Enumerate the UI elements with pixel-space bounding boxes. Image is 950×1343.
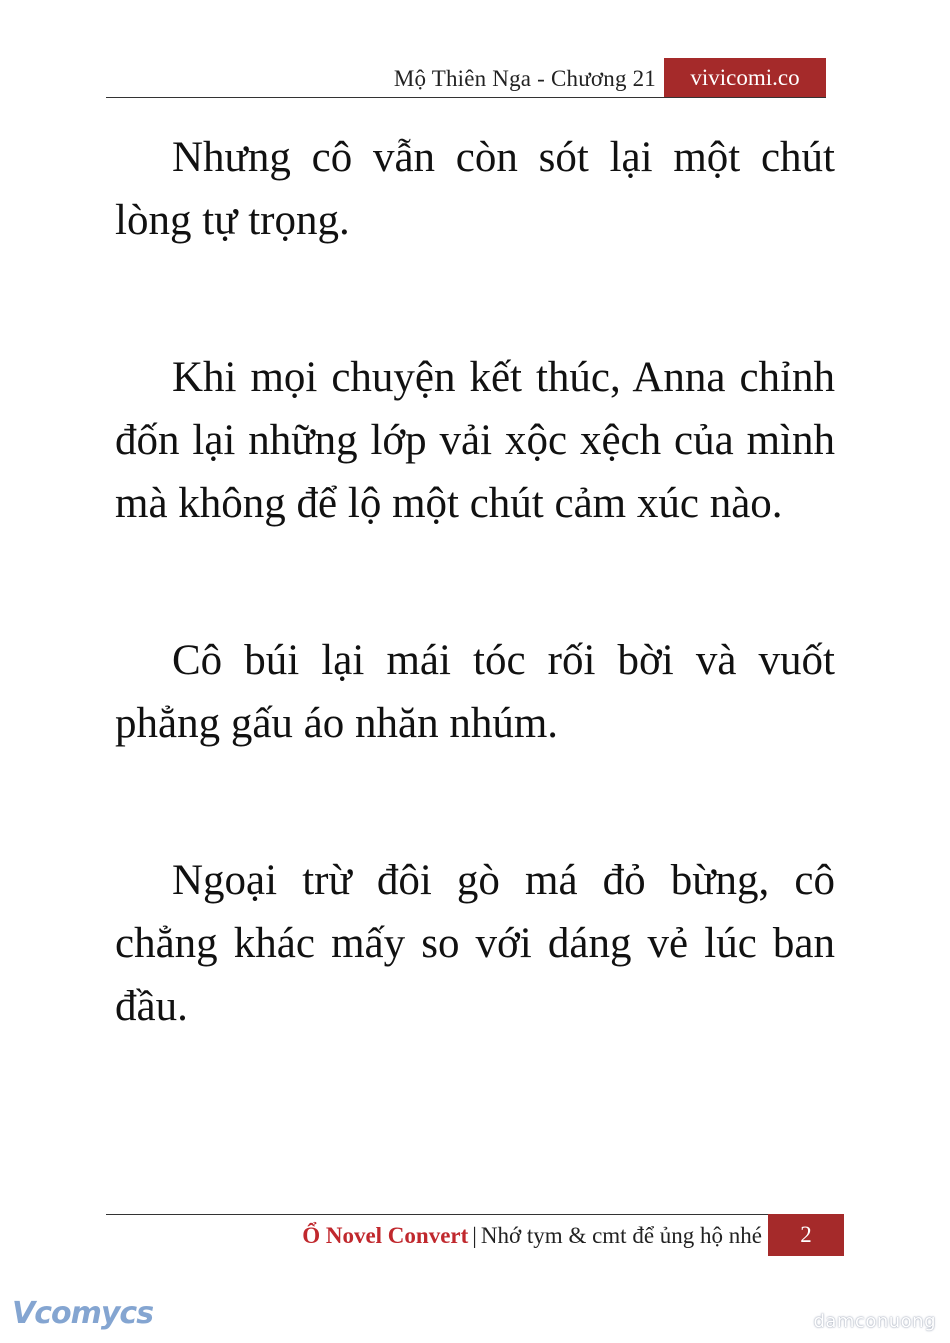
footer-separator: | [472, 1223, 477, 1248]
paragraph-1: Nhưng cô vẫn còn sót lại một chút lòng tự trọng. [115, 134, 835, 244]
paragraph-2: Khi mọi chuyện kết thúc, Anna chỉnh đốn lại những lớp vải xộc xệch của mình mà không để lộ một chút cảm xúc nào. [115, 354, 835, 527]
page-footer [106, 1214, 844, 1256]
page-content [115, 126, 835, 1132]
watermark-logo-left: Vcomycs [12, 1296, 154, 1331]
chapter-title: Mộ Thiên Nga - Chương 21 [393, 66, 656, 91]
header-divider [106, 97, 826, 98]
footer-text [302, 1223, 762, 1249]
footer-message: Nhớ tym & cmt để ủng hộ nhé [480, 1223, 762, 1248]
paragraph-3: Cô búi lại mái tóc rối bời và vuốt phẳng gấu áo nhăn nhúm. [115, 637, 835, 747]
footer-divider [106, 1214, 844, 1215]
page-number: 2 [768, 1214, 844, 1256]
footer-brand: Ổ Novel Convert [302, 1223, 469, 1248]
paragraph-4: Ngoại trừ đôi gò má đỏ bừng, cô chẳng khác mấy so với dáng vẻ lúc ban đầu. [115, 857, 835, 1030]
site-badge[interactable]: vivicomi.co [664, 58, 826, 98]
page-header [106, 58, 826, 98]
watermark-text-right: damconuong [813, 1311, 936, 1332]
